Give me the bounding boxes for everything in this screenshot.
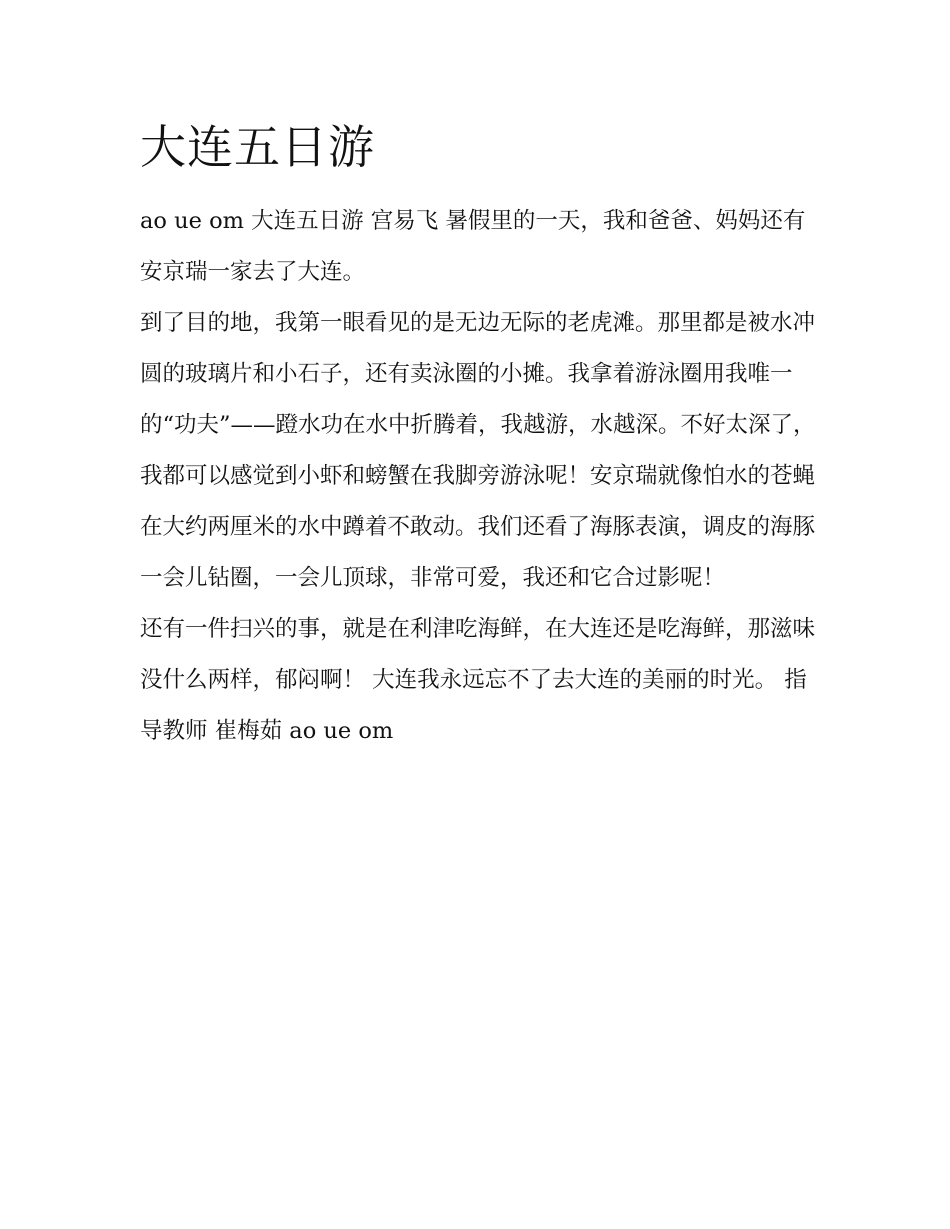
paragraph-ending: 还有一件扫兴的事，就是在利津吃海鲜，在大连还是吃海鲜，那滋味没什么两样，郁闷啊！ 大连我永远忘不了去大连的美丽的时光。 指导教师 崔梅茹 ao ue om bbox=[140, 616, 816, 744]
document-title: 大连五日游 bbox=[140, 120, 375, 174]
paragraph-beach: 到了目的地，我第一眼看见的是无边无际的老虎滩。那里都是被水冲圆的玻璃片和小石子，还有卖泳圈的小摊。我拿着游泳圈用我唯一的“功夫”——蹬水功在水中折腾着，我越游，水越深。不好太深了，我都可以感觉到小虾和螃蟹在我脚旁游泳呢！安京瑞就像怕水的苍蝇在大约两厘米的水中蹲着不敢动。我们还看了海豚表演，调皮的海豚一会儿钻圈，一会儿顶球，非常可爱，我还和它合过影呢！ bbox=[140, 310, 816, 591]
document-body bbox=[140, 112, 820, 757]
paragraph-intro: ao ue om 大连五日游 宫易飞 暑假里的一天，我和爸爸、妈妈还有安京瑞一家去了大连。 bbox=[140, 208, 806, 285]
